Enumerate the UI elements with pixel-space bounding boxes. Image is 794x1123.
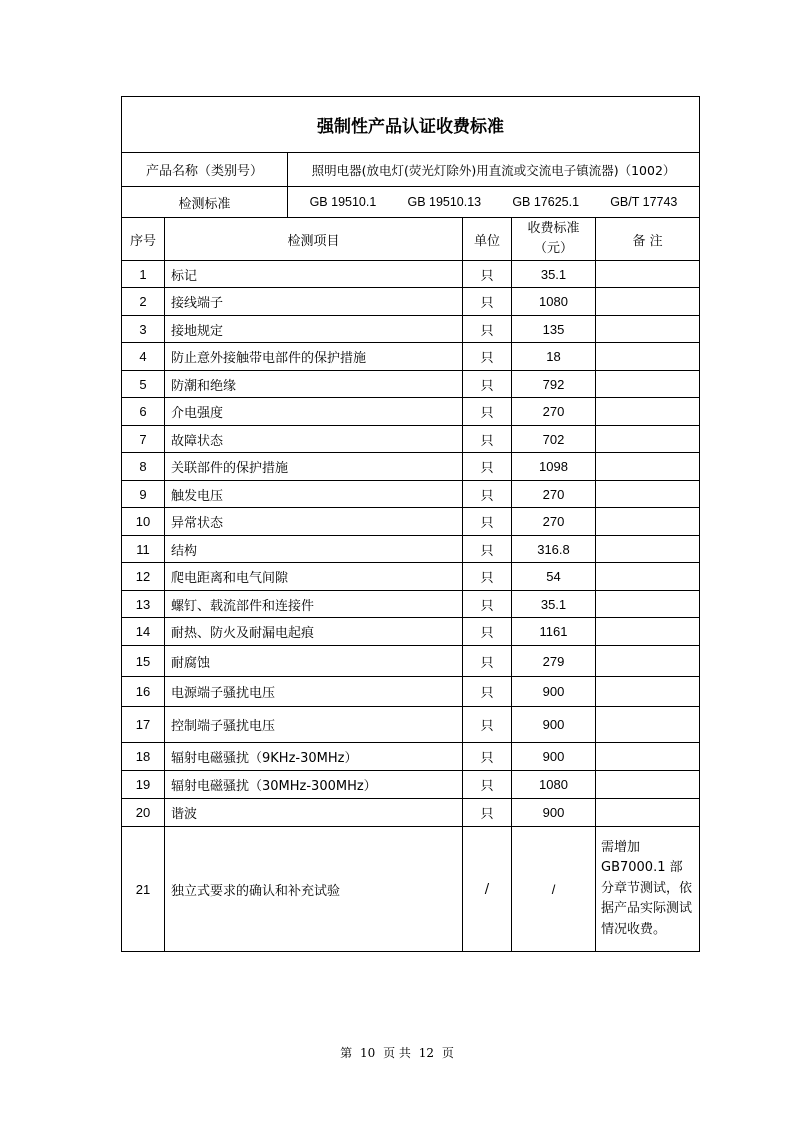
row-seq: 20 [122,799,165,827]
row-note [596,646,700,677]
row-unit: 只 [463,591,512,618]
row-item: 耐腐蚀 [165,646,463,677]
table-row [122,453,700,481]
row-seq: 3 [122,316,165,343]
row-seq: 19 [122,771,165,799]
table-row [122,677,700,707]
row-item: 爬电距离和电气间隙 [165,563,463,591]
table-row [122,288,700,316]
table-row [122,508,700,536]
row-item: 螺钉、载流部件和连接件 [165,591,463,618]
footer-total-pages: 12 [418,1046,435,1060]
row-unit: 只 [463,771,512,799]
table-row [122,591,700,618]
row-item: 控制端子骚扰电压 [165,707,463,743]
row-item: 谐波 [165,799,463,827]
row-seq: 15 [122,646,165,677]
row-fee: 900 [512,799,596,827]
row-fee: 54 [512,563,596,591]
row-seq: 13 [122,591,165,618]
page-title: 强制性产品认证收费标准 [122,97,700,153]
table-header-row [122,218,700,261]
row-fee: 702 [512,426,596,453]
row-unit: 只 [463,536,512,563]
row-note [596,563,700,591]
row-fee: 135 [512,316,596,343]
row-seq: 8 [122,453,165,481]
row-fee: 316.8 [512,536,596,563]
row-fee: 900 [512,677,596,707]
table-row [122,799,700,827]
row-seq: 18 [122,743,165,771]
row-item: 防潮和绝缘 [165,371,463,398]
table-row [122,316,700,343]
row-unit: 只 [463,371,512,398]
table-row [122,261,700,288]
row-unit: 只 [463,707,512,743]
row-item: 结构 [165,536,463,563]
row-item: 独立式要求的确认和补充试验 [165,827,463,952]
row-unit: 只 [463,508,512,536]
footer-mid: 页 共 [383,1046,411,1060]
row-seq: 6 [122,398,165,426]
row-item: 介电强度 [165,398,463,426]
row-note: 需增加GB7000.1 部分章节测试，依据产品实际测试情况收费。 [596,827,700,952]
row-fee: 900 [512,743,596,771]
row-item: 标记 [165,261,463,288]
row-note [596,743,700,771]
row-unit: 只 [463,343,512,371]
row-seq: 7 [122,426,165,453]
row-item: 辐射电磁骚扰（9KHz-30MHz） [165,743,463,771]
row-fee: 279 [512,646,596,677]
row-unit: 只 [463,563,512,591]
row-note [596,536,700,563]
footer-prefix: 第 [340,1046,353,1060]
row-note [596,508,700,536]
row-unit: 只 [463,799,512,827]
row-item: 触发电压 [165,481,463,508]
row-unit: 只 [463,316,512,343]
page-footer [0,1044,794,1061]
row-item: 异常状态 [165,508,463,536]
row-seq: 16 [122,677,165,707]
row-unit: / [463,827,512,952]
row-item: 关联部件的保护措施 [165,453,463,481]
row-fee: 18 [512,343,596,371]
row-seq: 1 [122,261,165,288]
row-seq: 21 [122,827,165,952]
row-fee: 35.1 [512,261,596,288]
footer-page-number: 10 [359,1046,376,1060]
row-note [596,481,700,508]
row-note [596,261,700,288]
row-note [596,343,700,371]
header-note: 备 注 [596,218,700,261]
table-row [122,771,700,799]
footer-suffix: 页 [441,1046,454,1060]
row-note [596,426,700,453]
product-name-value: 照明电器(放电灯(荧光灯除外)用直流或交流电子镇流器)（1002） [288,153,700,187]
header-item: 检测项目 [165,218,463,261]
row-item: 辐射电磁骚扰（30MHz-300MHz） [165,771,463,799]
table-row [122,371,700,398]
row-item: 耐热、防火及耐漏电起痕 [165,618,463,646]
row-seq: 12 [122,563,165,591]
row-fee: 1080 [512,771,596,799]
row-note [596,707,700,743]
header-fee [512,218,596,261]
row-note [596,799,700,827]
test-standard-list [288,187,700,218]
row-seq: 14 [122,618,165,646]
row-item: 防止意外接触带电部件的保护措施 [165,343,463,371]
header-unit: 单位 [463,218,512,261]
row-note [596,398,700,426]
standard-item: GB 17625.1 [512,195,580,209]
row-note [596,618,700,646]
row-fee: 792 [512,371,596,398]
row-seq: 11 [122,536,165,563]
row-note [596,677,700,707]
row-fee: 270 [512,481,596,508]
row-seq: 9 [122,481,165,508]
table-row [122,646,700,677]
row-note [596,371,700,398]
row-fee: 35.1 [512,591,596,618]
row-seq: 4 [122,343,165,371]
row-note [596,771,700,799]
row-fee: 270 [512,508,596,536]
row-fee: 1080 [512,288,596,316]
row-item: 电源端子骚扰电压 [165,677,463,707]
table-row [122,563,700,591]
fee-standard-table [121,96,700,952]
row-fee: 1098 [512,453,596,481]
test-standard-label: 检测标准 [122,187,288,218]
row-unit: 只 [463,618,512,646]
standard-item: GB/T 17743 [610,195,678,209]
row-seq: 10 [122,508,165,536]
row-fee: 270 [512,398,596,426]
table-row [122,536,700,563]
row-unit: 只 [463,646,512,677]
row-unit: 只 [463,481,512,508]
standard-item: GB 19510.13 [407,195,482,209]
row-item: 故障状态 [165,426,463,453]
row-note [596,591,700,618]
row-note [596,288,700,316]
table-row [122,481,700,508]
row-fee: 1161 [512,618,596,646]
row-unit: 只 [463,743,512,771]
table-row [122,827,700,952]
row-seq: 5 [122,371,165,398]
row-fee: / [512,827,596,952]
header-fee-text: 收费标准（元） [527,221,580,256]
row-note [596,316,700,343]
row-seq: 2 [122,288,165,316]
row-seq: 17 [122,707,165,743]
table-row [122,343,700,371]
table-row [122,618,700,646]
row-unit: 只 [463,677,512,707]
row-item: 接地规定 [165,316,463,343]
row-unit: 只 [463,453,512,481]
row-item: 接线端子 [165,288,463,316]
row-note [596,453,700,481]
table-row [122,743,700,771]
row-unit: 只 [463,261,512,288]
row-fee: 900 [512,707,596,743]
row-unit: 只 [463,288,512,316]
product-name-label: 产品名称（类别号） [122,153,288,187]
table-row [122,426,700,453]
header-seq: 序号 [122,218,165,261]
table-row [122,398,700,426]
row-unit: 只 [463,398,512,426]
table-row [122,707,700,743]
standard-item: GB 19510.1 [309,195,377,209]
row-unit: 只 [463,426,512,453]
